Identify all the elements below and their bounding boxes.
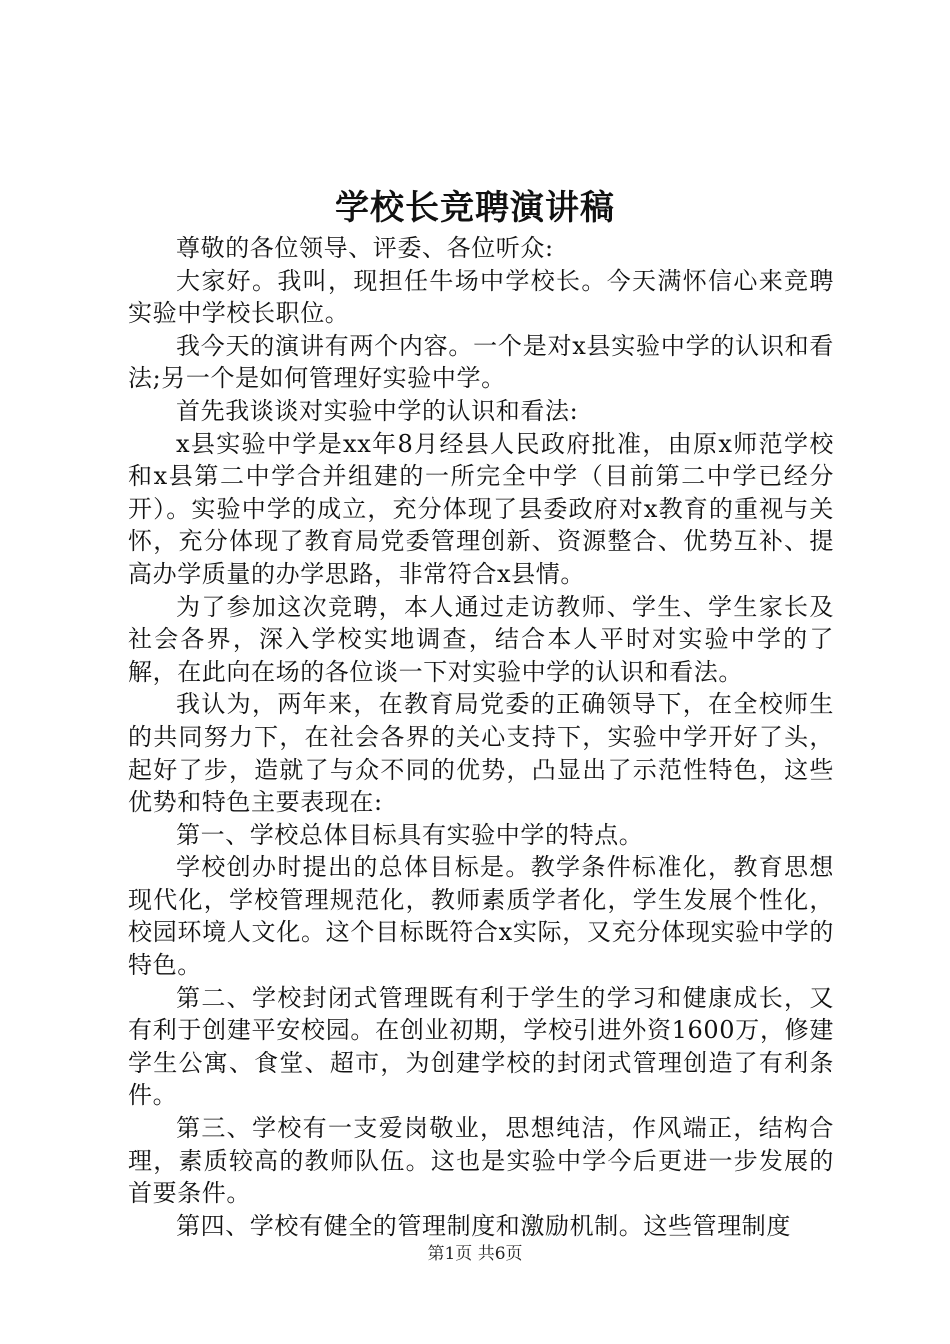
paragraph-point-two: 第二、学校封闭式管理既有利于学生的学习和健康成长，又有利于创建平安校园。在创业初期，学校引进外资1600万，修建学生公寓、食堂、超市，为创建学校的封闭式管理创造了有利条件。	[128, 983, 834, 1110]
paragraph-research: 为了参加这次竞聘，本人通过走访教师、学生、学生家长及社会各界，深入学校实地调查，结合本人平时对实验中学的了解，在此向在场的各位谈一下对实验中学的认识和看法。	[128, 592, 834, 686]
document-body	[128, 232, 834, 1242]
paragraph-achievements: 我认为，两年来，在教育局党委的正确领导下，在全校师生的共同努力下，在社会各界的关心支持下，实验中学开好了头，起好了步，造就了与众不同的优势，凸显出了示范性特色，这些优势和特色主要表现在:	[128, 690, 834, 817]
paragraph-outline: 我今天的演讲有两个内容。一个是对x县实验中学的认识和看法;另一个是如何管理好实验中学。	[128, 331, 834, 393]
paragraph-introduction: 大家好。我叫，现担任牛场中学校长。今天满怀信心来竞聘实验中学校长职位。	[128, 266, 834, 328]
paragraph-section-intro: 首先我谈谈对实验中学的认识和看法:	[176, 396, 579, 425]
paragraph-greeting: 尊敬的各位领导、评委、各位听众:	[176, 234, 554, 262]
paragraph-school-history: x县实验中学是xx年8月经县人民政府批准，由原x师范学校和x县第二中学合并组建的一所完全中学（目前第二中学已经分开）。实验中学的成立，充分体现了县委政府对x教育的重视与关怀，充分体现了教育局党委管理创新、资源整合、优势互补、提高办学质量的办学思路，非常符合x县情。	[128, 429, 834, 588]
document-title: 学校长竞聘演讲稿	[335, 188, 615, 228]
paragraph-point-three: 第三、学校有一支爱岗敬业，思想纯洁，作风端正，结构合理，素质较高的教师队伍。这也是实验中学今后更进一步发展的首要条件。	[128, 1114, 834, 1208]
paragraph-point-one-detail: 学校创办时提出的总体目标是。教学条件标准化，教育思想现代化，学校管理规范化，教师素质学者化，学生发展个性化，校园环境人文化。这个目标既符合x实际，又充分体现实验中学的特色。	[128, 853, 834, 980]
paragraph-point-four: 第四、学校有健全的管理制度和激励机制。这些管理制度	[176, 1211, 791, 1240]
page-footer: 第1页 共6页	[427, 1244, 523, 1264]
paragraph-point-one-heading: 第一、学校总体目标具有实验中学的特点。	[176, 820, 644, 849]
